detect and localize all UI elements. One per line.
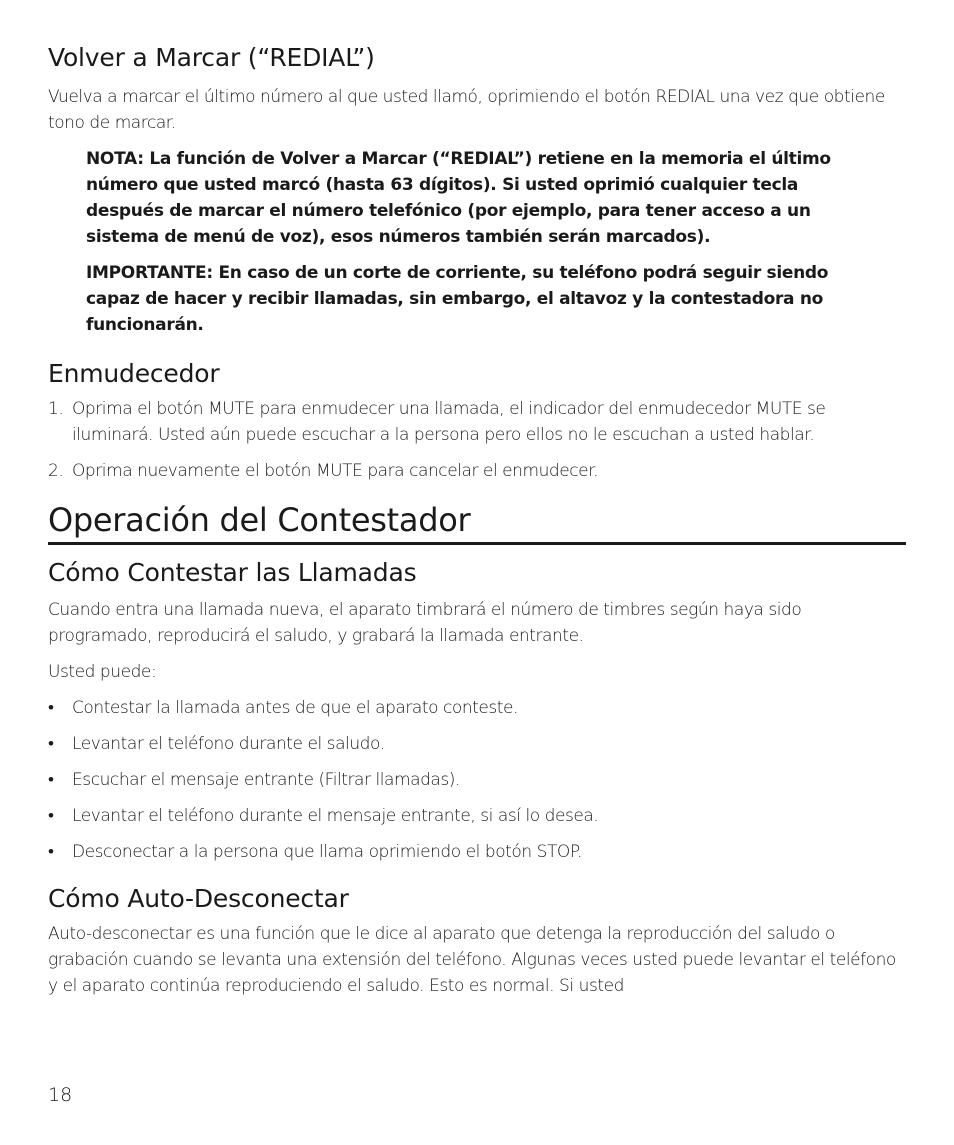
step-text: Oprima el botón MUTE para enmudecer una llamada, el indicador del enmudecedor MUTE se iluminará. Usted aún puede escuchar a la persona pero ellos no le escuchan a usted hablar.: [72, 399, 826, 445]
list-item-text: Escuchar el mensaje entrante (Filtrar llamadas).: [72, 770, 460, 790]
redial-note-block: [86, 146, 876, 338]
list-item: [48, 767, 906, 793]
power-outage-important: IMPORTANTE: En caso de un corte de corriente, su teléfono podrá seguir siendo capaz de hacer y recibir llamadas, sin embargo, el altavoz y la contestadora no funcionarán.: [86, 263, 829, 335]
step-number: 2.: [48, 461, 64, 481]
redial-body: Vuelva a marcar el último número al que usted llamó, oprimiendo el botón REDIAL una vez que obtiene tono de marcar.: [48, 87, 885, 133]
mute-step: [48, 396, 906, 448]
list-item: [48, 695, 906, 721]
list-item: [48, 803, 906, 829]
bullet-icon: •: [48, 698, 54, 718]
list-item-text: Levantar el teléfono durante el saludo.: [72, 734, 385, 754]
list-item: [48, 839, 906, 865]
answering-options: [48, 695, 906, 865]
autodisconnect-heading: Cómo Auto-Desconectar: [48, 884, 349, 913]
manual-page: [48, 40, 906, 999]
list-item-text: Levantar el teléfono durante el mensaje entrante, si así lo desea.: [72, 806, 599, 826]
bullet-icon: •: [48, 842, 54, 862]
mute-step: [48, 458, 906, 484]
list-item: [48, 731, 906, 757]
chapter-title: Operación del Contestador: [48, 500, 906, 545]
bullet-icon: •: [48, 734, 54, 754]
redial-heading: Volver a Marcar (“REDIAL”): [48, 43, 375, 72]
mute-steps: [48, 396, 906, 484]
answering-intro: Usted puede:: [48, 662, 157, 682]
autodisconnect-body: Auto-desconectar es una función que le dice al aparato que detenga la reproducción del saludo o grabación cuando se levanta una extensión del teléfono. Algunas veces usted puede levantar el teléfono y el aparato continúa reproduciendo el saludo. Esto es normal. Si usted: [48, 924, 896, 996]
list-item-text: Contestar la llamada antes de que el aparato conteste.: [72, 698, 518, 718]
bullet-icon: •: [48, 806, 54, 826]
answering-heading: Cómo Contestar las Llamadas: [48, 558, 417, 587]
redial-note: NOTA: La función de Volver a Marcar (“REDIAL”) retiene en la memoria el último número que usted marcó (hasta 63 dígitos). Si usted oprimió cualquier tecla después de marcar el número telefónico (por ejemplo, para tener acceso a un sistema de menú de voz), esos números también serán marcados).: [86, 149, 831, 247]
page-number: 18: [48, 1084, 73, 1106]
bullet-icon: •: [48, 770, 54, 790]
step-text: Oprima nuevamente el botón MUTE para cancelar el enmudecer.: [72, 461, 599, 481]
mute-heading: Enmudecedor: [48, 359, 220, 388]
answering-body: Cuando entra una llamada nueva, el aparato timbrará el número de timbres según haya sido programado, reproducirá el saludo, y grabará la llamada entrante.: [48, 600, 802, 646]
step-number: 1.: [48, 399, 64, 419]
list-item-text: Desconectar a la persona que llama oprimiendo el botón STOP.: [72, 842, 582, 862]
